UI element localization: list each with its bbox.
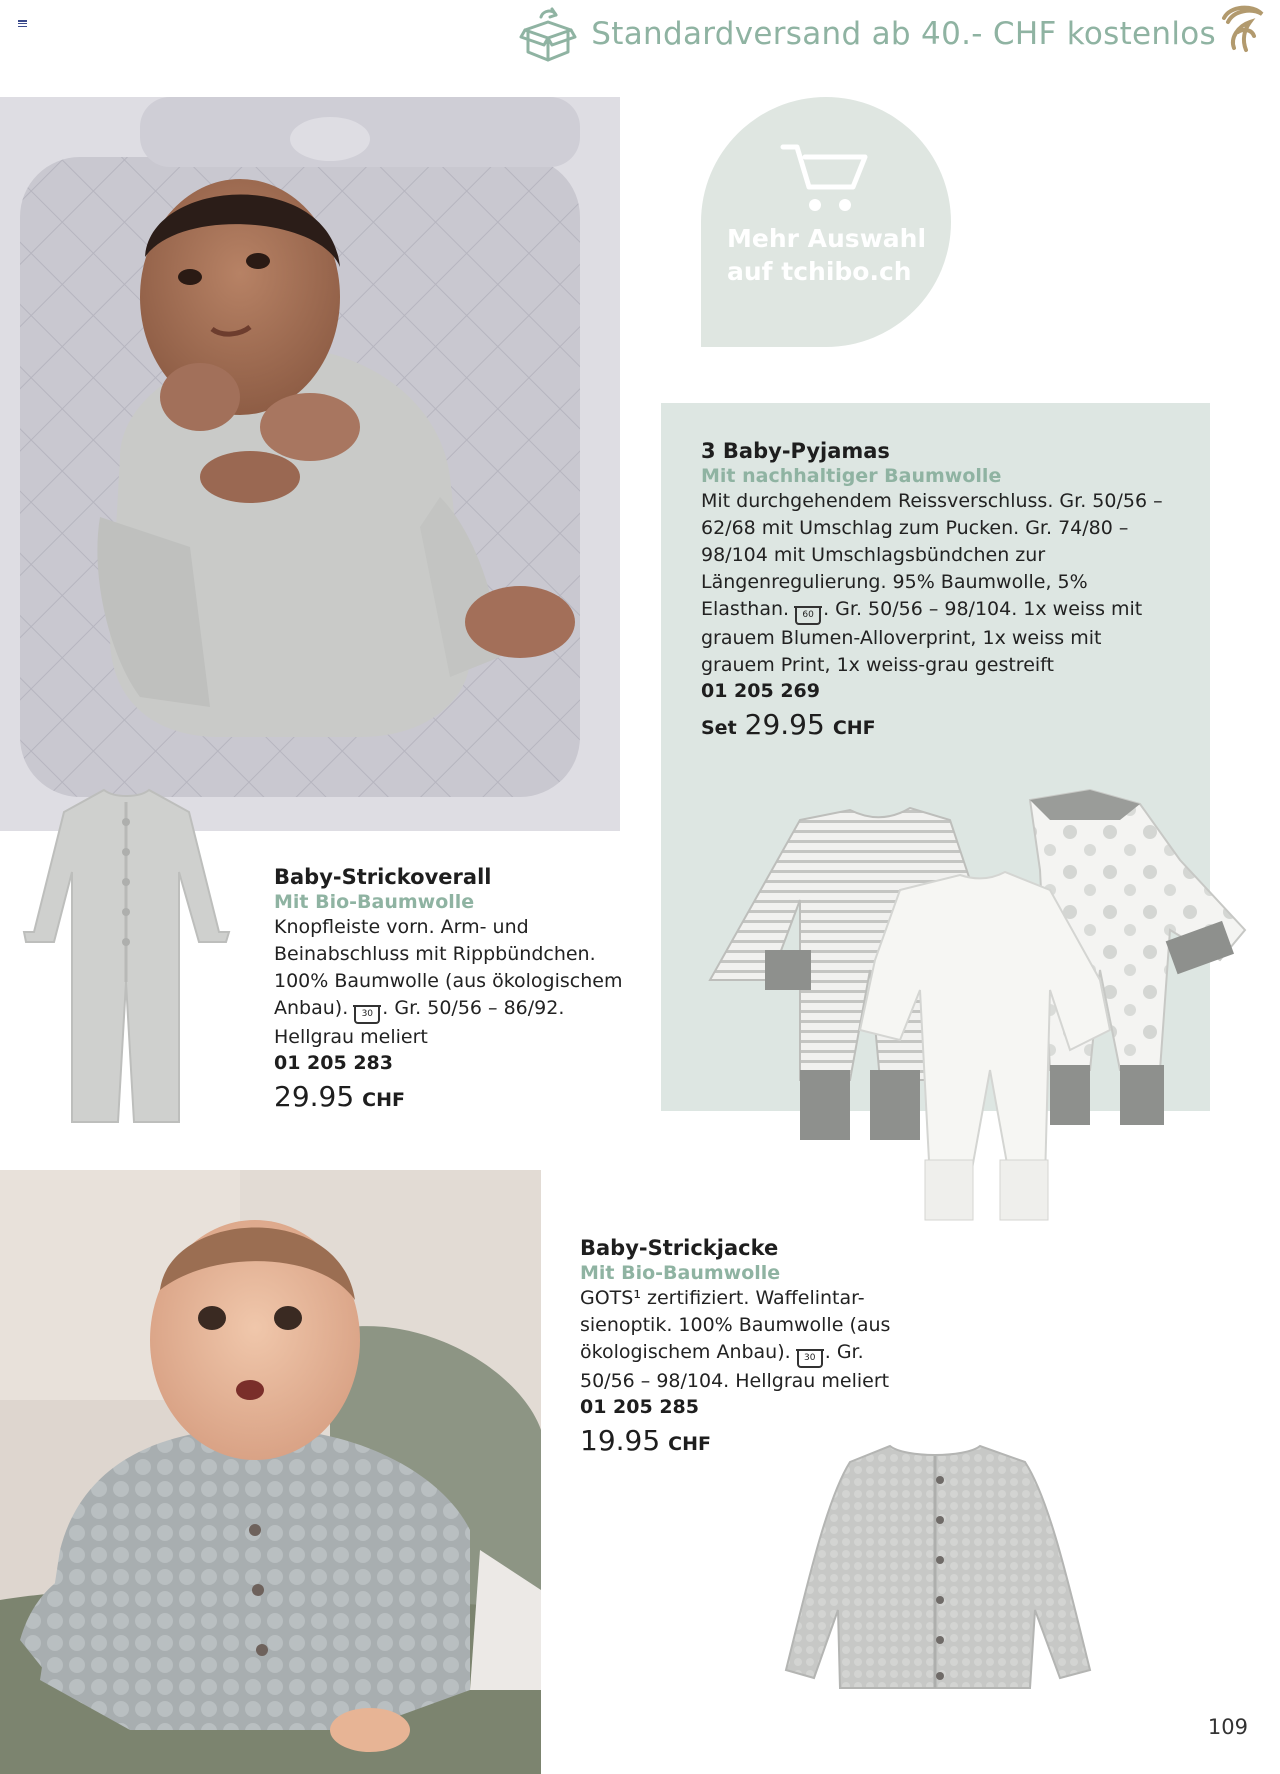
wash-30-icon: 30 xyxy=(354,1007,380,1024)
baby-cardigan-photo xyxy=(0,1170,541,1774)
teaser-text: Mehr Auswahl auf tchibo.ch xyxy=(727,224,927,286)
shipping-banner xyxy=(519,6,1216,62)
knit-overall-image xyxy=(14,782,239,1132)
shipping-banner-text: Standardversand ab 40.- CHF kostenlos xyxy=(591,16,1216,52)
product-description: Knopfleiste vorn. Arm- und Beinabschluss mit Rippbündchen. 100% Baumwolle (aus ökologischem Anbau). 30 . Gr. 50/56 – 86/92. Hellgrau meliert xyxy=(274,916,623,1048)
product-title: Baby-Strickoverall xyxy=(274,865,492,889)
product-price: 29.95 CHF xyxy=(274,1080,405,1113)
product-description: Mit durchgehendem Reissverschluss. Gr. 50/56 – 62/68 mit Umschlag zum Pucken. Gr. 74/80 – 98/104 mit Umschlagsbündchen zur Längenregulierung. 95% Baumwolle, 5% Elasthan. 60 . Gr. 50/56 – 98/104. 1x weiss mit grauem Blumen-Alloverprint, 1x weiss mit grauem Print, 1x weiss-grau gestreift xyxy=(701,490,1163,676)
product-subtitle: Mit Bio-Baumwolle xyxy=(580,1262,781,1284)
wash-60-icon: 60 xyxy=(795,608,821,625)
product-code: 01 205 269 xyxy=(701,680,820,702)
product-price: Set 29.95 CHF xyxy=(701,708,876,741)
more-selection-teaser[interactable] xyxy=(701,97,951,347)
baby-nest-photo xyxy=(0,97,620,831)
product-code: 01 205 285 xyxy=(580,1396,699,1418)
wash-30-icon: 30 xyxy=(797,1351,823,1368)
product-knit-jacket xyxy=(580,1236,910,1457)
product-knit-overall xyxy=(274,865,624,1113)
product-price: 19.95 CHF xyxy=(580,1424,711,1457)
shipping-box-icon xyxy=(519,6,577,62)
product-description: GOTS¹ zertifiziert. Waffelintar-sienoptik. 100% Baumwolle (aus ökologischem Anbau). 30 . Gr. 50/56 – 98/104. Hellgrau meliert xyxy=(580,1287,891,1392)
product-title: Baby-Strickjacke xyxy=(580,1236,779,1260)
product-title: 3 Baby-Pyjamas xyxy=(701,439,890,463)
tchibo-logo-icon xyxy=(1218,2,1266,54)
page-number: 109 xyxy=(1207,1715,1248,1739)
product-code: 01 205 283 xyxy=(274,1052,393,1074)
knit-jacket-image xyxy=(780,1440,1096,1696)
product-pyjamas xyxy=(701,439,1171,741)
menu-icon[interactable] xyxy=(18,20,27,27)
pyjamas-product-image xyxy=(700,780,1260,1240)
product-subtitle: Mit Bio-Baumwolle xyxy=(274,891,475,913)
shopping-cart-icon xyxy=(779,141,869,215)
product-subtitle: Mit nachhaltiger Baumwolle xyxy=(701,465,1002,487)
